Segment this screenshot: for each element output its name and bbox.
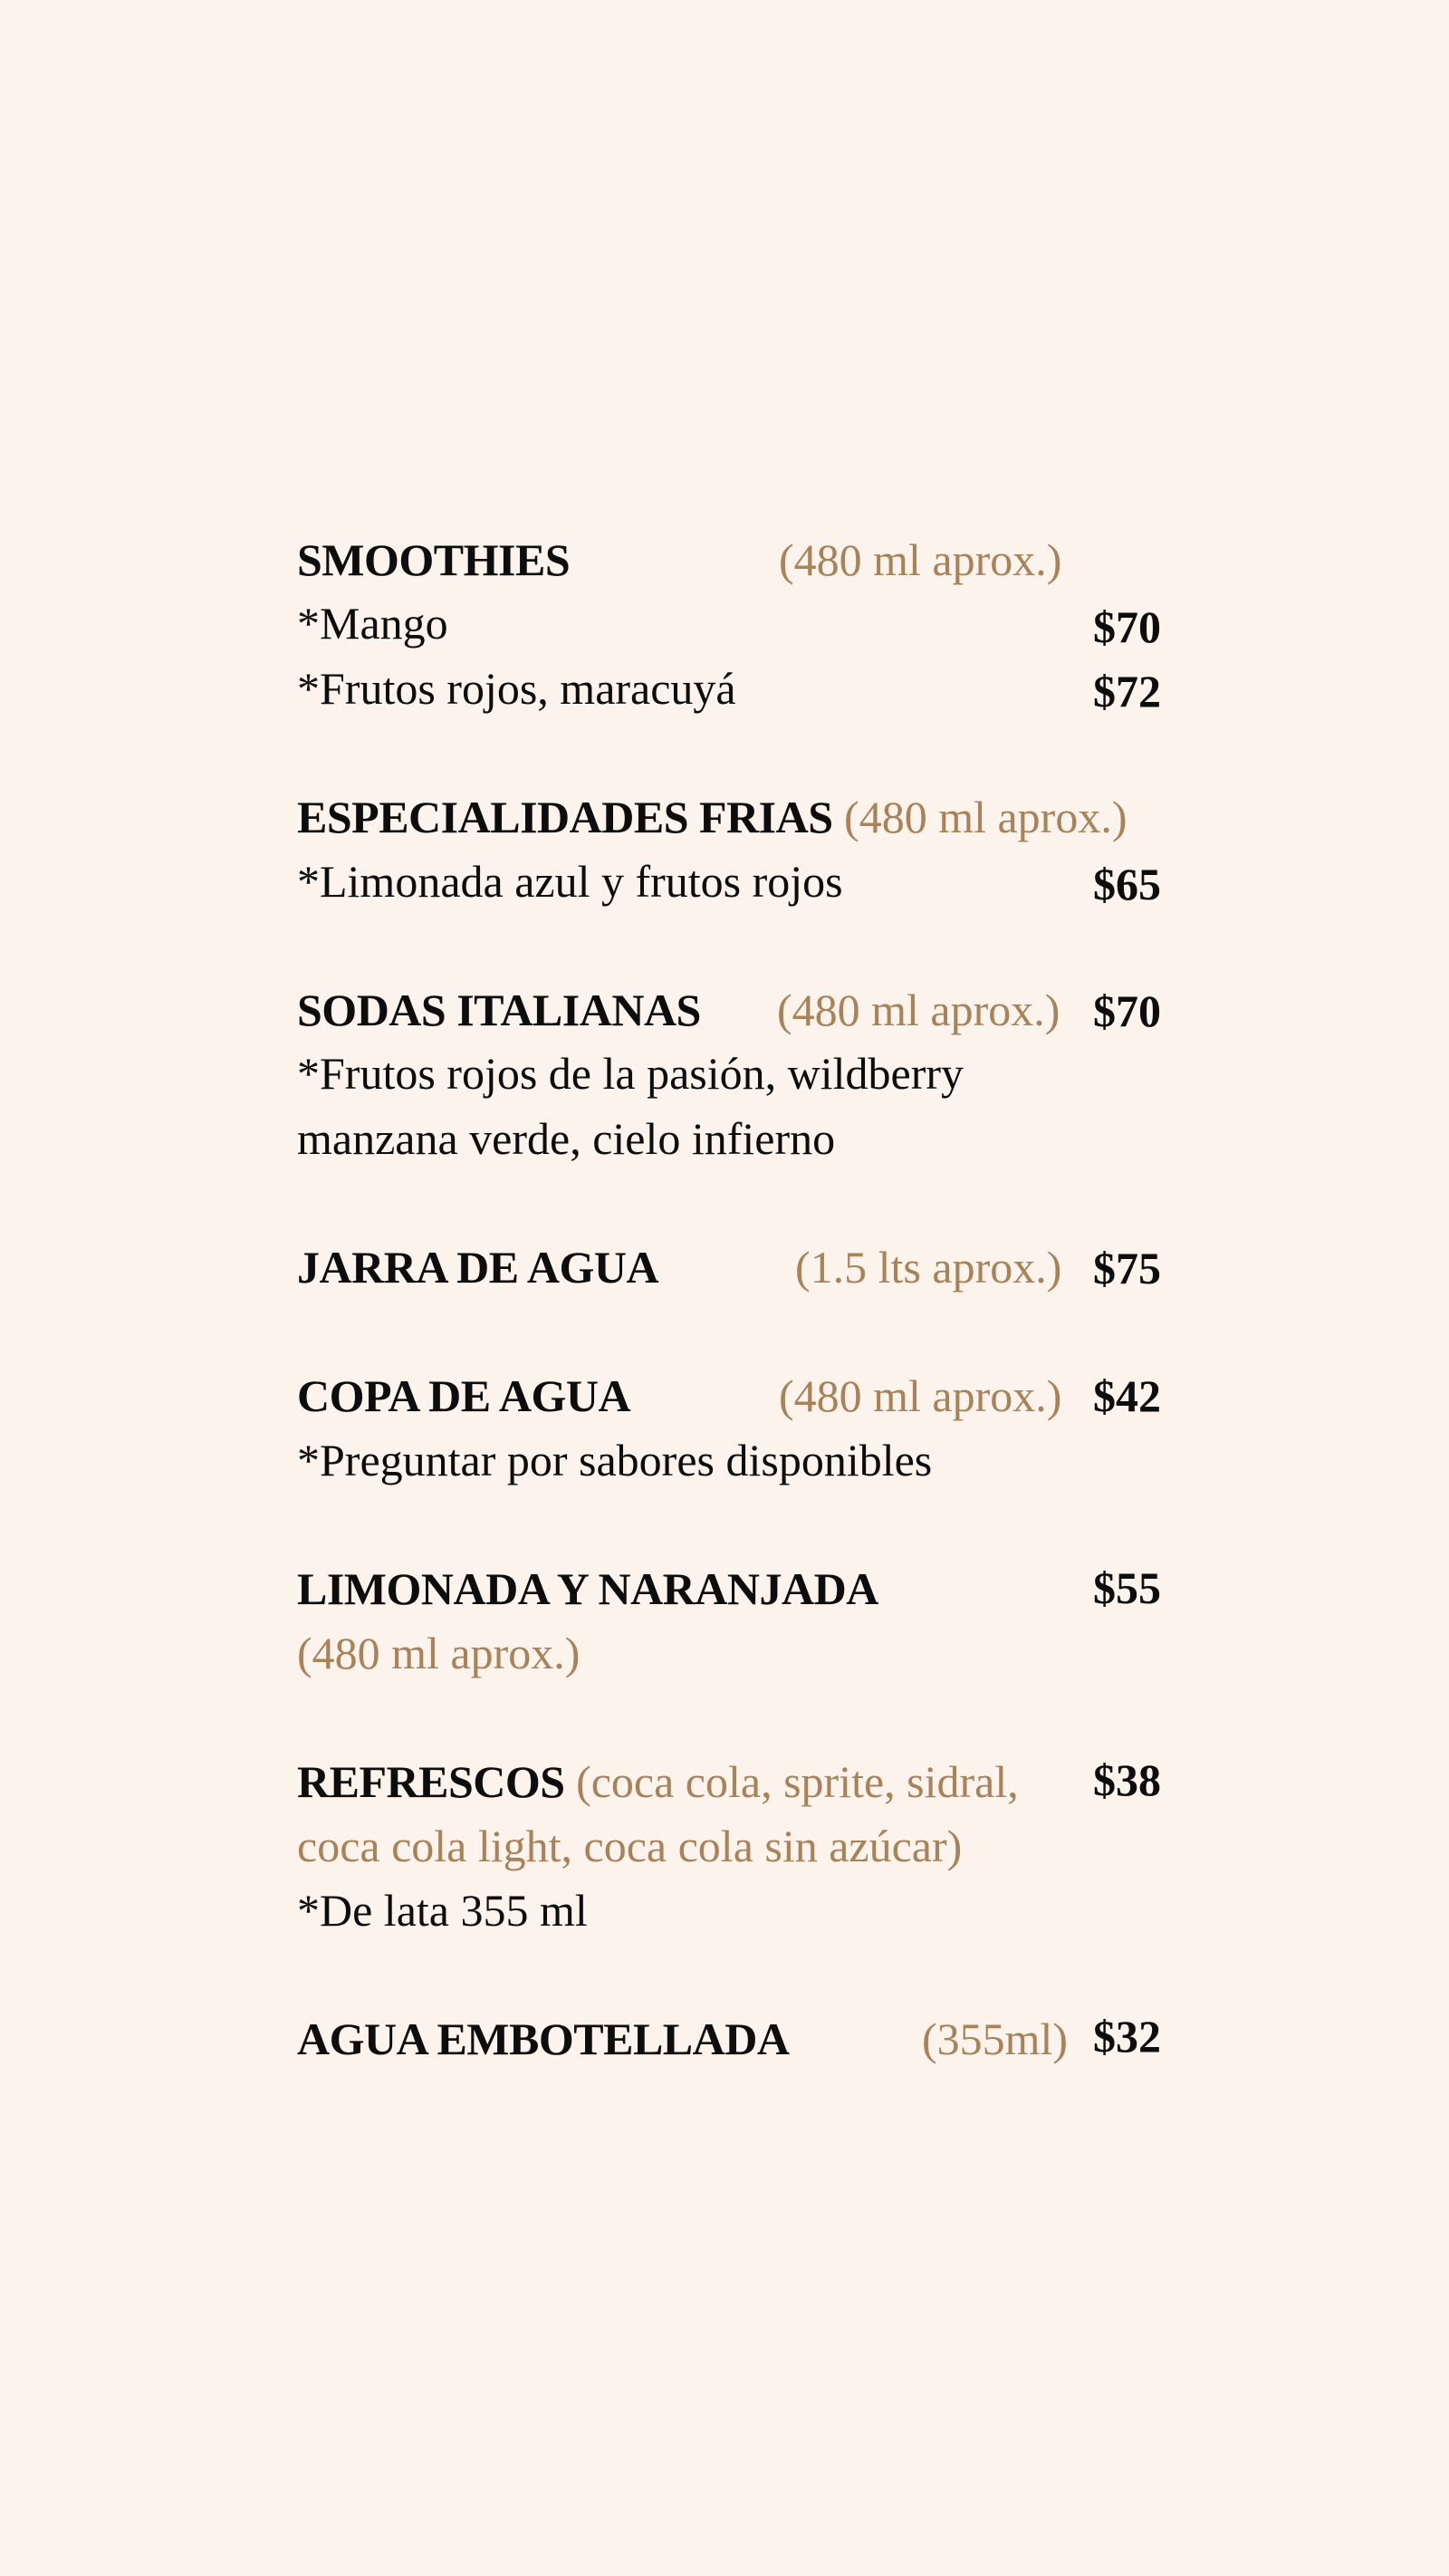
section-title-smoothies: SMOOTHIES xyxy=(297,534,571,585)
section-price-agua-embotellada: $32 xyxy=(1093,2011,1161,2062)
section-price-sodas: $70 xyxy=(1093,985,1161,1036)
menu-item-price: $70 xyxy=(1093,601,1161,652)
section-title-jarra: JARRA DE AGUA xyxy=(297,1242,659,1293)
section-price-limonada: $55 xyxy=(1093,1562,1161,1613)
section-price-refrescos: $38 xyxy=(1093,1754,1161,1805)
menu-item-price: $72 xyxy=(1093,666,1161,716)
section-header-refrescos xyxy=(297,1754,1019,1809)
section-title-refrescos: REFRESCOS xyxy=(297,1756,565,1807)
section-price-jarra: $75 xyxy=(1093,1243,1161,1293)
section-note-smoothies: (480 ml aprox.) xyxy=(779,534,1062,585)
section-title-agua-embotellada: AGUA EMBOTELLADA xyxy=(297,2014,790,2064)
section-note-especialidades: (480 ml aprox.) xyxy=(844,792,1128,842)
section-price-copa: $42 xyxy=(1093,1370,1161,1421)
menu-item-price: $65 xyxy=(1093,859,1161,909)
menu-item-desc: *De lata 355 ml xyxy=(297,1885,588,1936)
menu-item-desc: *Frutos rojos de la pasión, wildberry xyxy=(297,1048,964,1099)
section-note-agua-embotellada: (355ml) xyxy=(922,2014,1069,2064)
menu-item-name: *Mango xyxy=(297,598,448,649)
menu-item-desc: manzana verde, cielo infierno xyxy=(297,1113,836,1164)
section-note-copa: (480 ml aprox.) xyxy=(779,1370,1062,1421)
section-note-limonada: (480 ml aprox.) xyxy=(297,1628,581,1678)
section-note-refrescos: (coca cola, sprite, sidral, xyxy=(576,1756,1019,1807)
section-title-sodas: SODAS ITALIANAS xyxy=(297,985,701,1035)
section-title-limonada: LIMONADA Y NARANJADA xyxy=(297,1563,878,1614)
section-note-jarra: (1.5 lts aprox.) xyxy=(795,1242,1062,1293)
section-title-copa: COPA DE AGUA xyxy=(297,1370,631,1421)
menu-item-desc: *Preguntar por sabores disponibles xyxy=(297,1435,933,1485)
section-header-especialidades xyxy=(297,790,1127,844)
menu-item-name: *Limonada azul y frutos rojos xyxy=(297,856,843,907)
menu-item-name: *Frutos rojos, maracuyá xyxy=(297,663,736,714)
section-title-especialidades: ESPECIALIDADES FRIAS xyxy=(297,792,833,842)
section-note-refrescos-cont: coca cola light, coca cola sin azúcar) xyxy=(297,1821,963,1871)
section-note-sodas: (480 ml aprox.) xyxy=(777,985,1060,1035)
